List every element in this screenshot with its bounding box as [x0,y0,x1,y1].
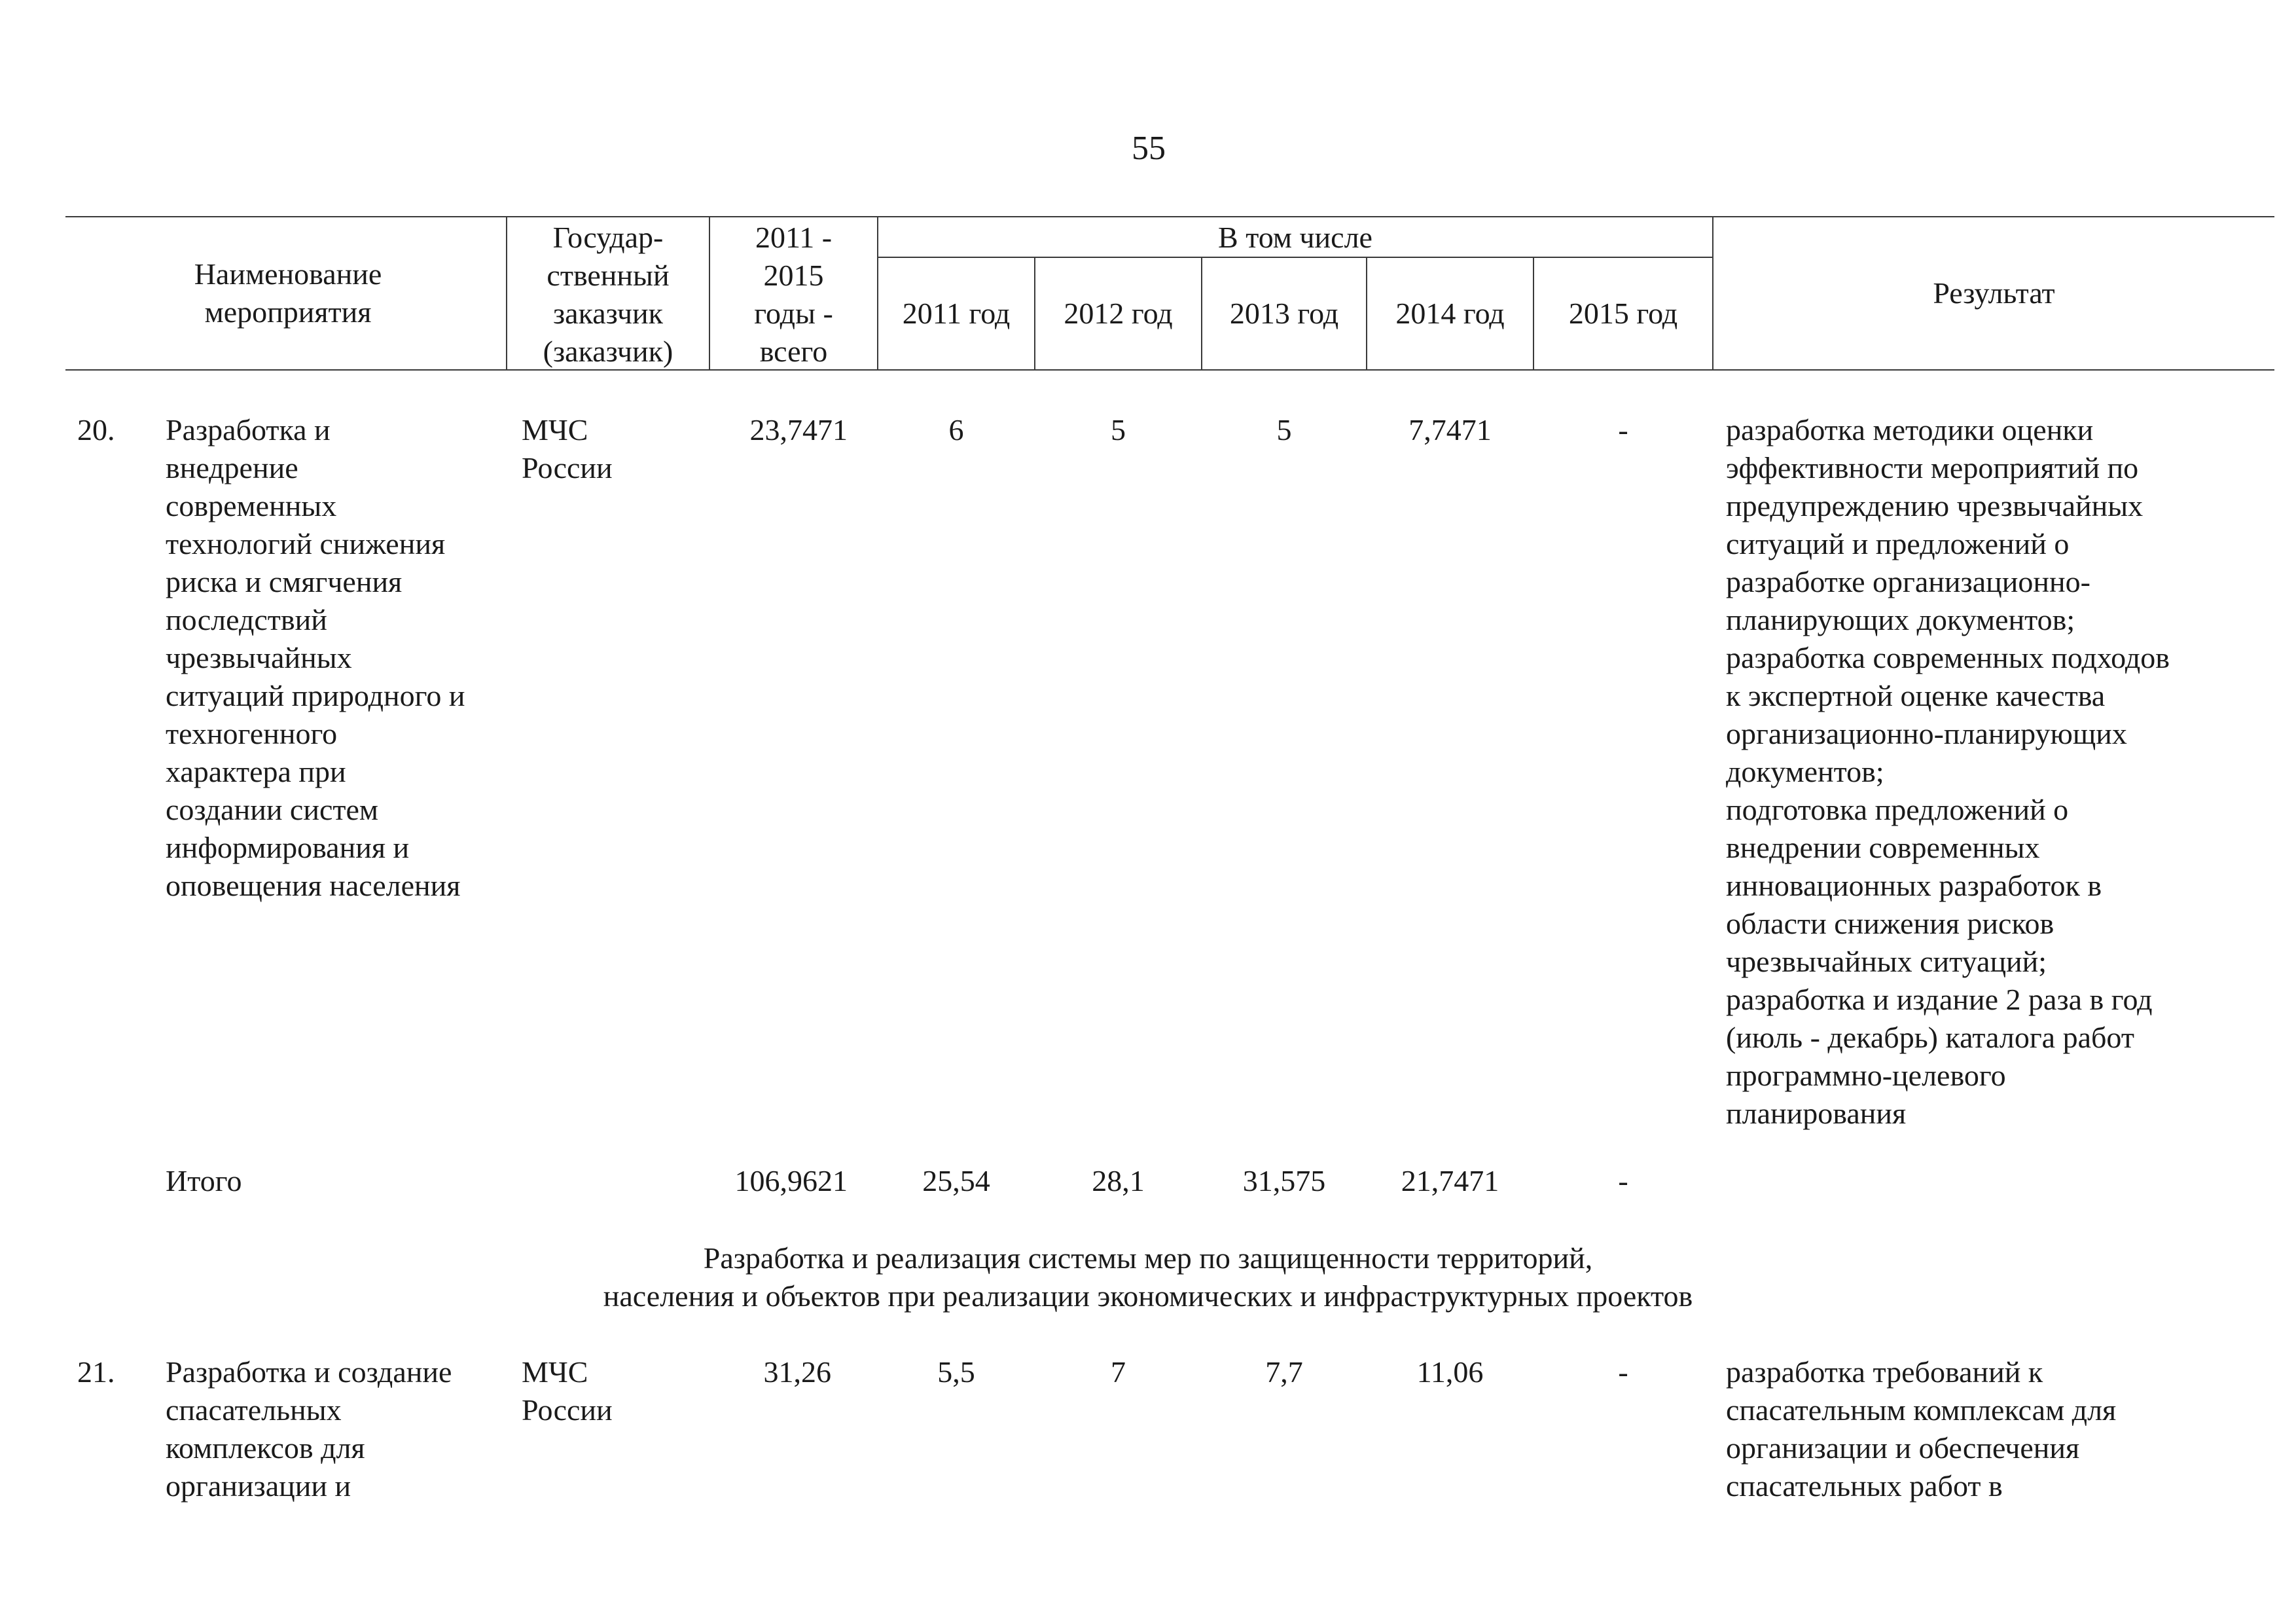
header-year-2012: 2012 год [1064,297,1173,330]
row-21-2011: 5,5 [937,1355,975,1389]
row-20-2011: 6 [948,413,964,447]
row-20-2012: 5 [1111,413,1126,447]
header-customer: Государ- ственный заказчик (заказчик) [543,221,673,368]
row-20-number: 20. [77,413,115,447]
row-20-result: разработка методики оценки эффективности мероприятий по предупреждению чрезвычайных ситуаций и предложений о разработке организационно- планирующих документов; разработка современных подходов к экспертной оценке качества организационно-планирующих документов; подготовка предложений о внедрении современных инновационных разработок в области снижения рисков чрезвычайных ситуаций; разработка и издание 2 раза в год (июль - декабрь) каталога работ программно-целевого планирования [1726,413,2170,1130]
row-20-total: 23,7471 [749,413,848,447]
header-year-2015: 2015 год [1568,297,1678,330]
total-sum: 106,9621 [734,1164,848,1197]
section-title: Разработка и реализация системы мер по защищенности территорий, населения и объектов при реализации экономических и инфраструктурных проектов [603,1241,1693,1313]
header-total: 2011 - 2015 годы - всего [754,221,833,368]
row-20-2014: 7,7471 [1408,413,1492,447]
row-21-2013: 7,7 [1265,1355,1303,1389]
row-21-2015: - [1618,1355,1628,1389]
row-20-name: Разработка и внедрение современных технологий снижения риска и смягчения последствий чрезвычайных ситуаций природного и техногенного характера при создании систем информирования и оповещения населения [166,413,465,902]
header-year-2011: 2011 год [902,297,1011,330]
header-year-2013: 2013 год [1229,297,1339,330]
header-subrule [877,257,1713,258]
total-2013: 31,575 [1242,1164,1326,1197]
page-number: 55 [1132,130,1166,167]
total-2014: 21,7471 [1401,1164,1499,1197]
row-21-result: разработка требований к спасательным комплексам для организации и обеспечения спасательных работ в [1726,1355,2117,1503]
row-20-2013: 5 [1276,413,1292,447]
row-20-customer: МЧС России [522,413,613,484]
row-21-2014: 11,06 [1416,1355,1484,1389]
header-result: Результат [1933,276,2055,310]
row-21-customer: МЧС России [522,1355,613,1427]
row-21-total: 31,26 [763,1355,831,1389]
row-21-number: 21. [77,1355,115,1389]
header-bottom-rule [65,369,2274,371]
row-20-2015: - [1618,413,1628,447]
total-2012: 28,1 [1092,1164,1145,1197]
total-label: Итого [166,1164,242,1197]
total-2015: - [1618,1164,1628,1197]
header-year-2014: 2014 год [1395,297,1505,330]
total-2011: 25,54 [922,1164,990,1197]
row-21-2012: 7 [1111,1355,1126,1389]
row-21-name: Разработка и создание спасательных комплексов для организации и [166,1355,452,1503]
header-top-rule [65,216,2274,217]
header-name: Наименование мероприятия [194,257,382,329]
header-including: В том числе [1218,221,1372,254]
